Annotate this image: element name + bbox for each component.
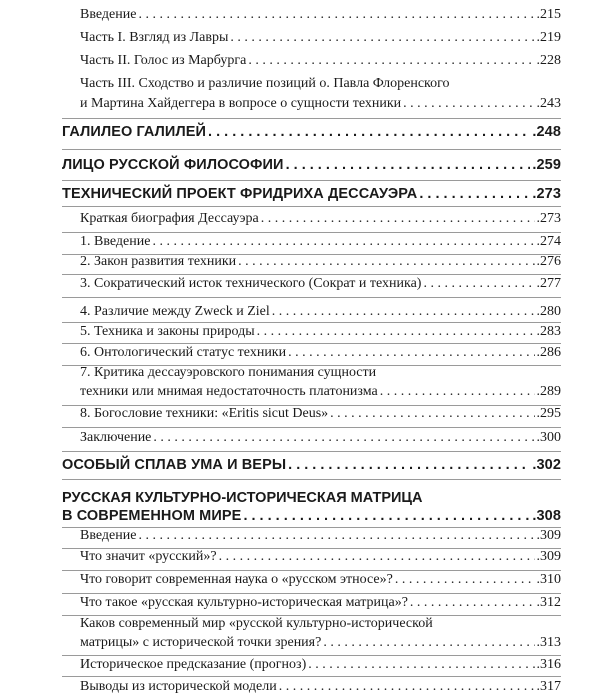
toc-section-title: В СОВРЕМЕННОМ МИРЕ (62, 508, 242, 524)
toc-entry-title-line1: Каков современный мир «русской культурно-исторической (80, 616, 433, 631)
leader-dots (403, 93, 534, 115)
leader-dots (288, 342, 534, 364)
divider (62, 118, 561, 119)
leader-dots (230, 27, 534, 49)
toc-page-number: .286 (536, 345, 561, 360)
leader-dots (248, 50, 534, 72)
leader-dots (308, 654, 534, 676)
toc-entry-title: Выводы из исторической модели (80, 679, 277, 694)
toc-page-number: .312 (536, 595, 561, 610)
divider (62, 297, 561, 298)
leader-dots (410, 592, 535, 614)
toc-entry-title: техники или мнимая недостаточность платонизма (80, 384, 378, 399)
leader-dots (261, 208, 535, 230)
leader-dots (395, 569, 535, 591)
toc-entry-title: Часть I. Взгляд из Лавры (80, 30, 229, 45)
leader-dots (380, 381, 535, 403)
divider (62, 149, 561, 150)
leader-dots (330, 403, 534, 425)
toc-entry-title: 1. Введение (80, 234, 151, 249)
toc-section-title: ГАЛИЛЕО ГАЛИЛЕЙ (62, 124, 207, 140)
toc-entry-title-line1: 7. Критика дессауэровского понимания сущности (80, 365, 377, 380)
toc-page-number: .277 (536, 276, 561, 291)
toc-entry-title: Что говорит современная наука о «русском этносе»? (80, 572, 393, 587)
leader-dots (138, 4, 534, 26)
leader-dots (138, 525, 534, 547)
toc-page-number: .243 (536, 96, 561, 111)
leader-dots (153, 427, 534, 449)
toc-entry-title: Часть II. Голос из Марбурга (80, 53, 247, 68)
toc-entry-title: Историческое предсказание (прогноз) (80, 657, 307, 672)
toc-entry-title: 8. Богословие техники: «Eritis sicut Deus» (80, 406, 329, 421)
leader-dots (279, 676, 535, 698)
toc-entry-title: 6. Онтологический статус техники (80, 345, 287, 360)
toc-page-number: .248 (532, 124, 561, 140)
leader-dots (152, 231, 534, 253)
toc-page-number: .310 (536, 572, 561, 587)
toc-entry-title-line1: Часть III. Сходство и различие позиций о. Павла Флоренского (80, 76, 450, 91)
toc-entry-title: 5. Техника и законы природы (80, 324, 255, 339)
toc-page-number: .259 (532, 157, 561, 173)
divider (62, 180, 561, 181)
toc-section-title: ЛИЦО РУССКОЙ ФИЛОСОФИИ (62, 157, 284, 173)
toc-entry-title: Введение (80, 528, 137, 543)
divider (62, 206, 561, 207)
toc-page-number: .274 (536, 234, 561, 249)
toc-page-number: .283 (536, 324, 561, 339)
divider (62, 451, 561, 452)
toc-page-number: .316 (536, 657, 561, 672)
toc-entry-title: и Мартина Хайдеггера в вопросе о сущности техники (80, 96, 402, 111)
toc-entry-title: Краткая биография Дессауэра (80, 211, 259, 226)
toc-page-number: .219 (536, 30, 561, 45)
toc-page-number: .313 (536, 635, 561, 650)
leader-dots (423, 273, 534, 295)
toc-page-number: .308 (532, 508, 561, 524)
toc-page-number: .215 (536, 7, 561, 22)
toc-entry-title: Что такое «русская культурно-историческая матрица»? (80, 595, 408, 610)
toc-page-number: .309 (536, 549, 561, 564)
toc-page-number: .280 (536, 304, 561, 319)
leader-dots (208, 121, 530, 143)
toc-page-number: .317 (536, 679, 561, 694)
leader-dots (323, 632, 534, 654)
toc-page-number: .295 (536, 406, 561, 421)
toc-section-title: ТЕХНИЧЕСКИЙ ПРОЕКТ ФРИДРИХА ДЕССАУЭРА (62, 186, 418, 202)
toc-page-number: .228 (536, 53, 561, 68)
toc-entry-title: Заключение (80, 430, 152, 445)
toc-page-number: .302 (532, 457, 561, 473)
toc-page-number: .273 (532, 186, 561, 202)
leader-dots (419, 183, 530, 205)
toc-page-number: .289 (536, 384, 561, 399)
toc-page-number: .309 (536, 528, 561, 543)
leader-dots (286, 154, 531, 176)
leader-dots (238, 251, 534, 273)
toc-entry-title: 4. Различие между Zweck и Ziel (80, 304, 270, 319)
toc-page-number: .300 (536, 430, 561, 445)
toc-entry-title: 3. Сократический исток технического (Сократ и техника) (80, 276, 422, 291)
toc-page-number: .273 (536, 211, 561, 226)
toc-section-title-line1: РУССКАЯ КУЛЬТУРНО-ИСТОРИЧЕСКАЯ МАТРИЦА (62, 490, 423, 506)
toc-entry-title: матрицы» с исторической точки зрения? (80, 635, 322, 650)
leader-dots (272, 301, 535, 323)
leader-dots (243, 505, 530, 527)
divider (62, 479, 561, 480)
leader-dots (257, 321, 535, 343)
toc-page-number: .276 (536, 254, 561, 269)
toc-entry-title: 2. Закон развития техники (80, 254, 237, 269)
leader-dots (219, 546, 535, 568)
toc-entry-title: Введение (80, 7, 137, 22)
toc-entry-title: Что значит «русский»? (80, 549, 217, 564)
toc-section-title: ОСОБЫЙ СПЛАВ УМА И ВЕРЫ (62, 457, 287, 473)
leader-dots (288, 454, 530, 476)
